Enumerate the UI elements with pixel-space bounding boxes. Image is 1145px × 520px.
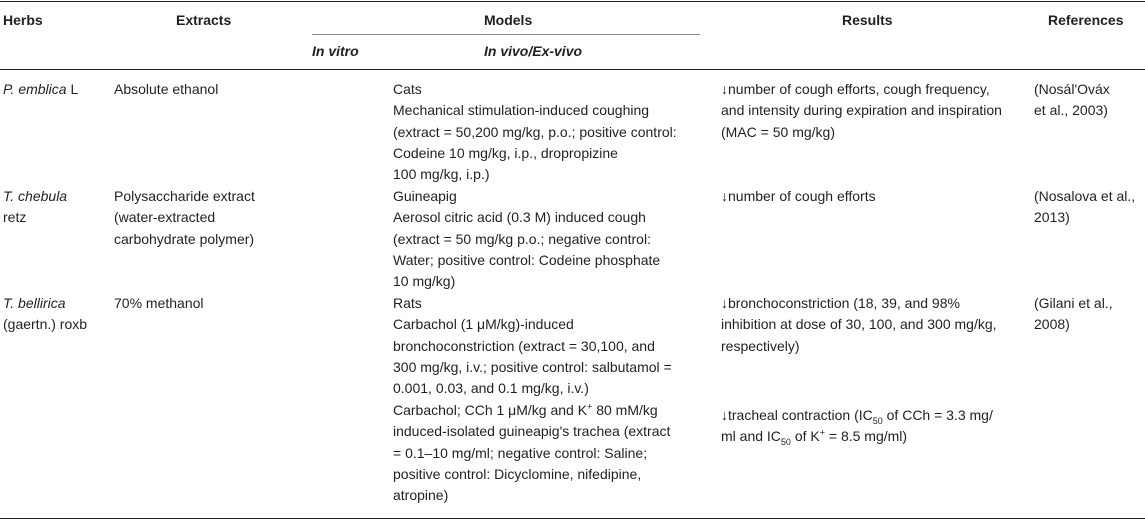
herb-authority: (gaertn.) roxb: [3, 316, 88, 333]
result-cell-secondary: [721, 405, 993, 448]
result-cell: [721, 186, 876, 207]
model-cell: [393, 293, 672, 399]
model-line: Aerosol citric acid (0.3 M) induced cough: [393, 209, 646, 226]
extract-line: Polysaccharide extract: [114, 188, 255, 204]
herb-name: T. bellirica: [3, 295, 66, 311]
herb-cell: [3, 293, 87, 336]
reference-line: (Gilani et al.,: [1034, 295, 1113, 311]
model-cell: [393, 79, 677, 185]
model-line: 100 mg/kg, i.p.): [393, 166, 490, 183]
header-results: Results: [842, 12, 893, 28]
extract-cell: [114, 186, 255, 250]
result-cell: [721, 79, 1002, 143]
model-line: induced-isolated guineapig's trachea (extract: [393, 423, 671, 440]
reference-line: 2013): [1034, 209, 1070, 226]
result-line: (MAC = 50 mg/kg): [721, 123, 835, 140]
header-in-vitro: In vitro: [312, 43, 359, 59]
extract-cell: [114, 79, 218, 100]
extract-line: Absolute ethanol: [114, 81, 219, 97]
reference-line: et al., 2003): [1034, 102, 1108, 119]
result-line: ↓number of cough efforts: [721, 188, 876, 204]
result-line: ↓number of cough efforts, cough frequency,: [721, 81, 990, 97]
herb-authority: L: [66, 81, 79, 97]
reference-line: 2008): [1034, 316, 1070, 333]
reference-cell: [1034, 79, 1110, 122]
model-line: 300 mg/kg, i.v.; positive control: salbutamol =: [393, 358, 672, 375]
table-bottom-rule: [0, 518, 1145, 519]
result-line: and intensity during expiration and inspiration: [721, 102, 1002, 119]
result-line: ↓tracheal contraction ($IC_{50}$ of CCh = 3.3 mg/: [721, 407, 993, 426]
herb-cell: [3, 79, 78, 100]
header-in-vivo-ex-vivo: In vivo/Ex-vivo: [484, 43, 583, 59]
model-line: Mechanical stimulation-induced coughing: [393, 102, 650, 119]
herb-name: P. emblica: [3, 81, 67, 97]
model-line: Carbachol (1 μM/kg)-induced: [393, 316, 574, 333]
model-cell: [393, 186, 660, 292]
result-line: inhibition at dose of 30, 100, and 300 mg/kg,: [721, 316, 997, 333]
extract-line: (water-extracted: [114, 209, 216, 226]
extract-line: 70% methanol: [114, 295, 204, 311]
extract-line: carbohydrate polymer): [114, 230, 255, 247]
header-references: References: [1048, 12, 1124, 28]
model-line: atropine): [393, 487, 449, 504]
extract-cell: [114, 293, 204, 314]
model-line: positive control: Dicyclomine, nifedipine,: [393, 465, 642, 482]
model-line: bronchoconstriction (extract = 30,100, and: [393, 337, 655, 354]
herb-name: T. chebula: [3, 188, 68, 204]
model-line: Codeine 10 mg/kg, i.p., dropropizine: [393, 144, 618, 161]
model-line: Rats: [393, 295, 422, 311]
result-line: respectively): [721, 337, 800, 354]
model-line: 0.001, 0.03, and 0.1 mg/kg, i.v.): [393, 380, 589, 397]
herb-cell: [3, 186, 67, 229]
model-line: 10 mg/kg): [393, 273, 456, 290]
reference-line: (Nosál'Ováx: [1034, 81, 1110, 97]
model-cell-secondary: [393, 400, 670, 506]
model-line: Cats: [393, 81, 422, 97]
result-cell: [721, 293, 997, 357]
reference-cell: [1034, 293, 1113, 336]
model-line: Carbachol; CCh 1 μM/kg and K+ 80 mM/kg: [393, 401, 658, 418]
result-line: ml and $IC_{50}$ of K+ = 8.5 mg/ml): [721, 427, 908, 448]
model-line: Guineapig: [393, 188, 457, 204]
header-bottom-rule: [0, 69, 1145, 70]
table-top-rule: [0, 1, 1145, 2]
reference-line: (Nosalova et al.,: [1034, 188, 1136, 204]
model-line: (extract = 50 mg/kg p.o.; negative control:: [393, 230, 651, 247]
header-extracts: Extracts: [176, 12, 232, 28]
result-line: ↓bronchoconstriction (18, 39, and 98%: [721, 295, 960, 311]
model-line: = 0.1–10 mg/ml; negative control: Saline;: [393, 444, 648, 461]
header-models: Models: [484, 12, 533, 28]
reference-cell: [1034, 186, 1135, 229]
header-herbs: Herbs: [3, 12, 43, 28]
herb-authority: retz: [3, 209, 27, 226]
model-line: (extract = 50,200 mg/kg, p.o.; positive control:: [393, 123, 677, 140]
model-line: Water; positive control: Codeine phosphate: [393, 251, 661, 268]
models-header-underline: [312, 34, 700, 35]
